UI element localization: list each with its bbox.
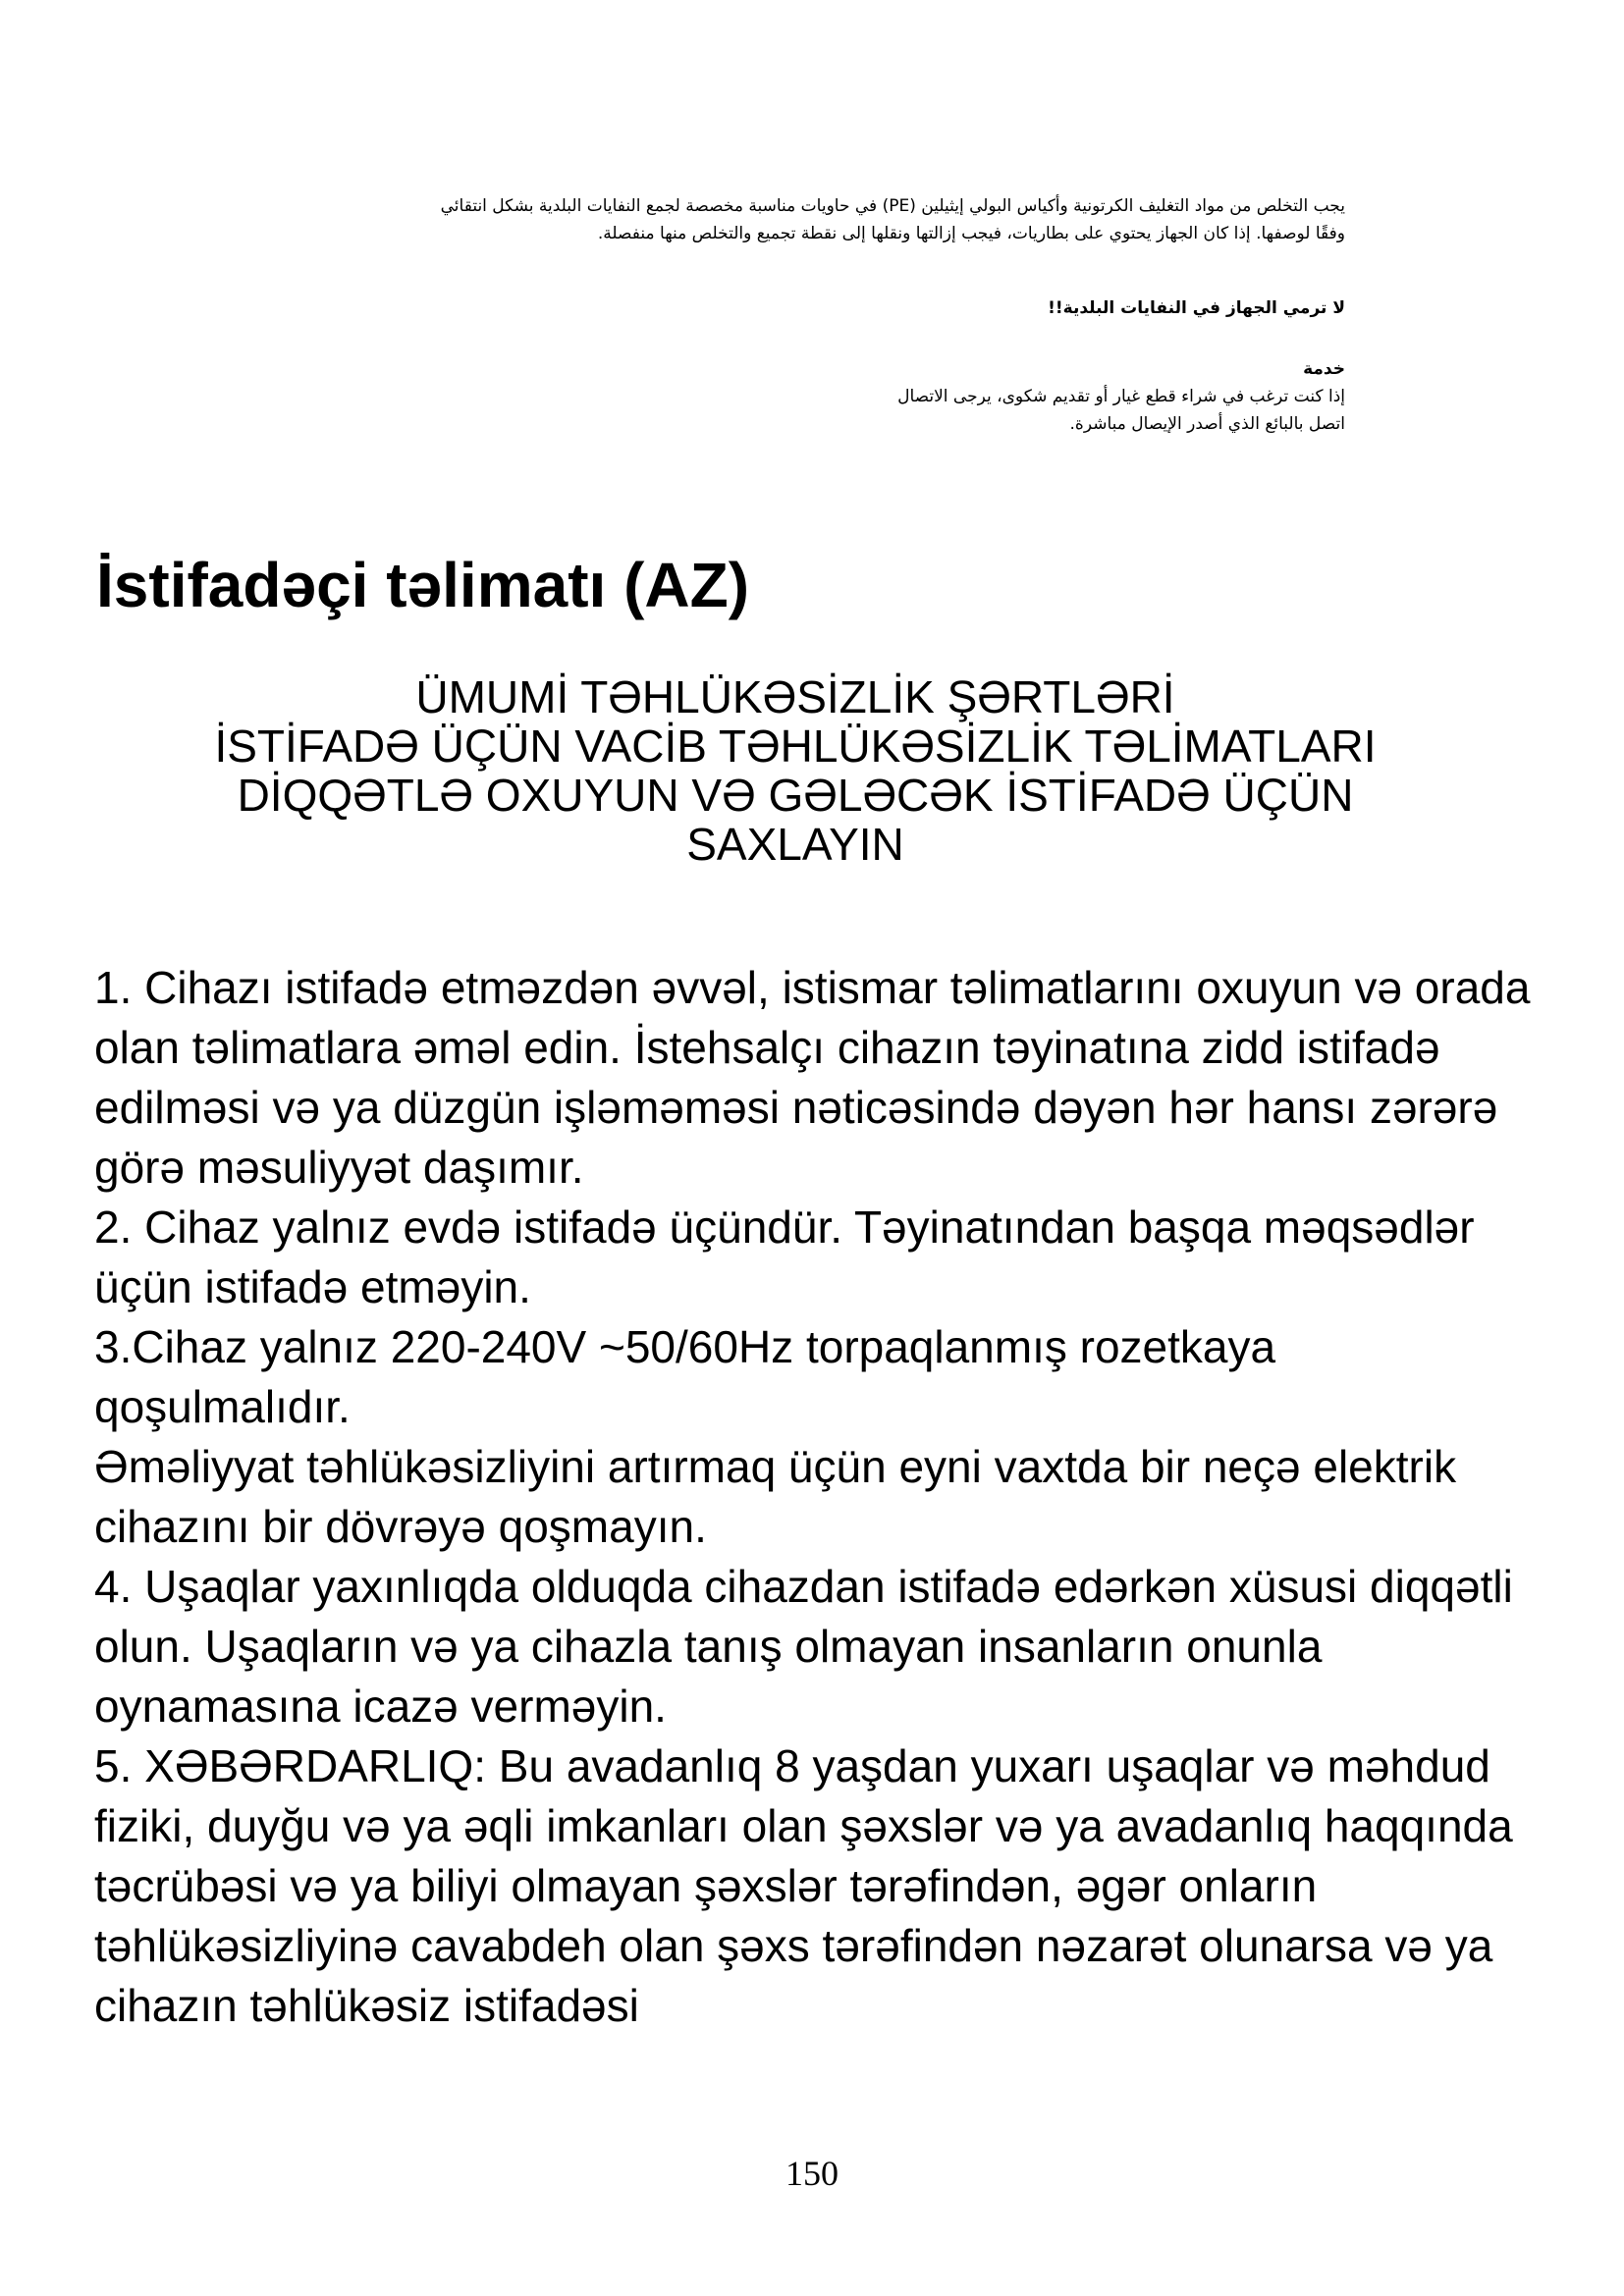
safety-header [98, 672, 1492, 869]
arabic-disposal-line-1: يجب التخلص من مواد التغليف الكرتونية وأكياس البولي إيثيلين (PE) في حاويات مناسبة مخصصة لجمع النفايات البلدية بشكل انتقائي [440, 196, 1345, 216]
arabic-service-section [98, 355, 1345, 438]
page-title: İstifadəçi təlimatı (AZ) [96, 550, 749, 620]
arabic-service-line-2: اتصل بالبائع الذي أصدر الإيصال مباشرة. [1069, 414, 1345, 434]
instruction-item: 1. Cihazı istifadə etməzdən əvvəl, istismar təlimatlarını oxuyun və orada olan təlimatlara əməl edin. İstehsalçı cihazın təyinatına zidd istifadə edilməsi və ya düzgün işləməməsi nəticəsində dəyən hər hansı zərərə görə məsuliyyət daşımır. [94, 962, 1531, 1193]
page-number: 150 [785, 2154, 839, 2193]
instruction-item: 3.Cihaz yalnız 220-240V ~50/60Hz torpaqlanmış rozetkaya qoşulmalıdır. [94, 1321, 1276, 1432]
arabic-service-heading: خدمة [1303, 359, 1345, 379]
arabic-disposal-notice [98, 192, 1345, 247]
instruction-item: Əməliyyat təhlükəsizliyini artırmaq üçün eyni vaxtda bir neçə elektrik cihazını bir dövrəyə qoşmayın. [94, 1441, 1457, 1552]
instruction-item: 5. XƏBƏRDARLIQ: Bu avadanlıq 8 yaşdan yuxarı uşaqlar və məhdud fiziki, duyğu və ya əqli imkanları olan şəxslər və ya avadanlıq haqqında təcrübəsi və ya biliyi olmayan şəxslər tərəfindən, əgər onların təhlükəsizliyinə cavabdeh olan şəxs tərəfindən nəzarət olunarsa və ya cihazın təhlükəsiz istifadəsi [94, 1740, 1513, 2031]
safety-header-line: DİQQƏTLƏ OXUYUN VƏ GƏLƏCƏK İSTİFADƏ ÜÇÜN [237, 770, 1354, 821]
arabic-warning-text: لا ترمي الجهاز في النفايات البلدية!! [1048, 298, 1345, 318]
safety-header-line: ÜMUMİ TƏHLÜKƏSİZLİK ŞƏRTLƏRİ [415, 671, 1175, 722]
instruction-item: 4. Uşaqlar yaxınlıqda olduqda cihazdan istifadə edərkən xüsusi diqqətli olun. Uşaqların və ya cihazla tanış olmayan insanların onunla oynamasına icazə verməyin. [94, 1561, 1513, 1732]
arabic-service-line-1: إذا كنت ترغب في شراء قطع غيار أو تقديم شكوى، يرجى الاتصال [897, 387, 1345, 406]
arabic-disposal-line-2: وفقًا لوصفها. إذا كان الجهاز يحتوي على بطاريات، فيجب إزالتها ونقلها إلى نقطة تجميع والتخلص منها منفصلة. [597, 224, 1345, 243]
instructions-list [94, 958, 1538, 2036]
instruction-item: 2. Cihaz yalnız evdə istifadə üçündür. Təyinatından başqa məqsədlər üçün istifadə etməyin. [94, 1201, 1475, 1312]
safety-header-line: İSTİFADƏ ÜÇÜN VACİB TƏHLÜKƏSİZLİK TƏLİMATLARI [214, 721, 1377, 772]
arabic-warning [98, 294, 1345, 322]
safety-header-line: SAXLAYIN [686, 819, 904, 870]
